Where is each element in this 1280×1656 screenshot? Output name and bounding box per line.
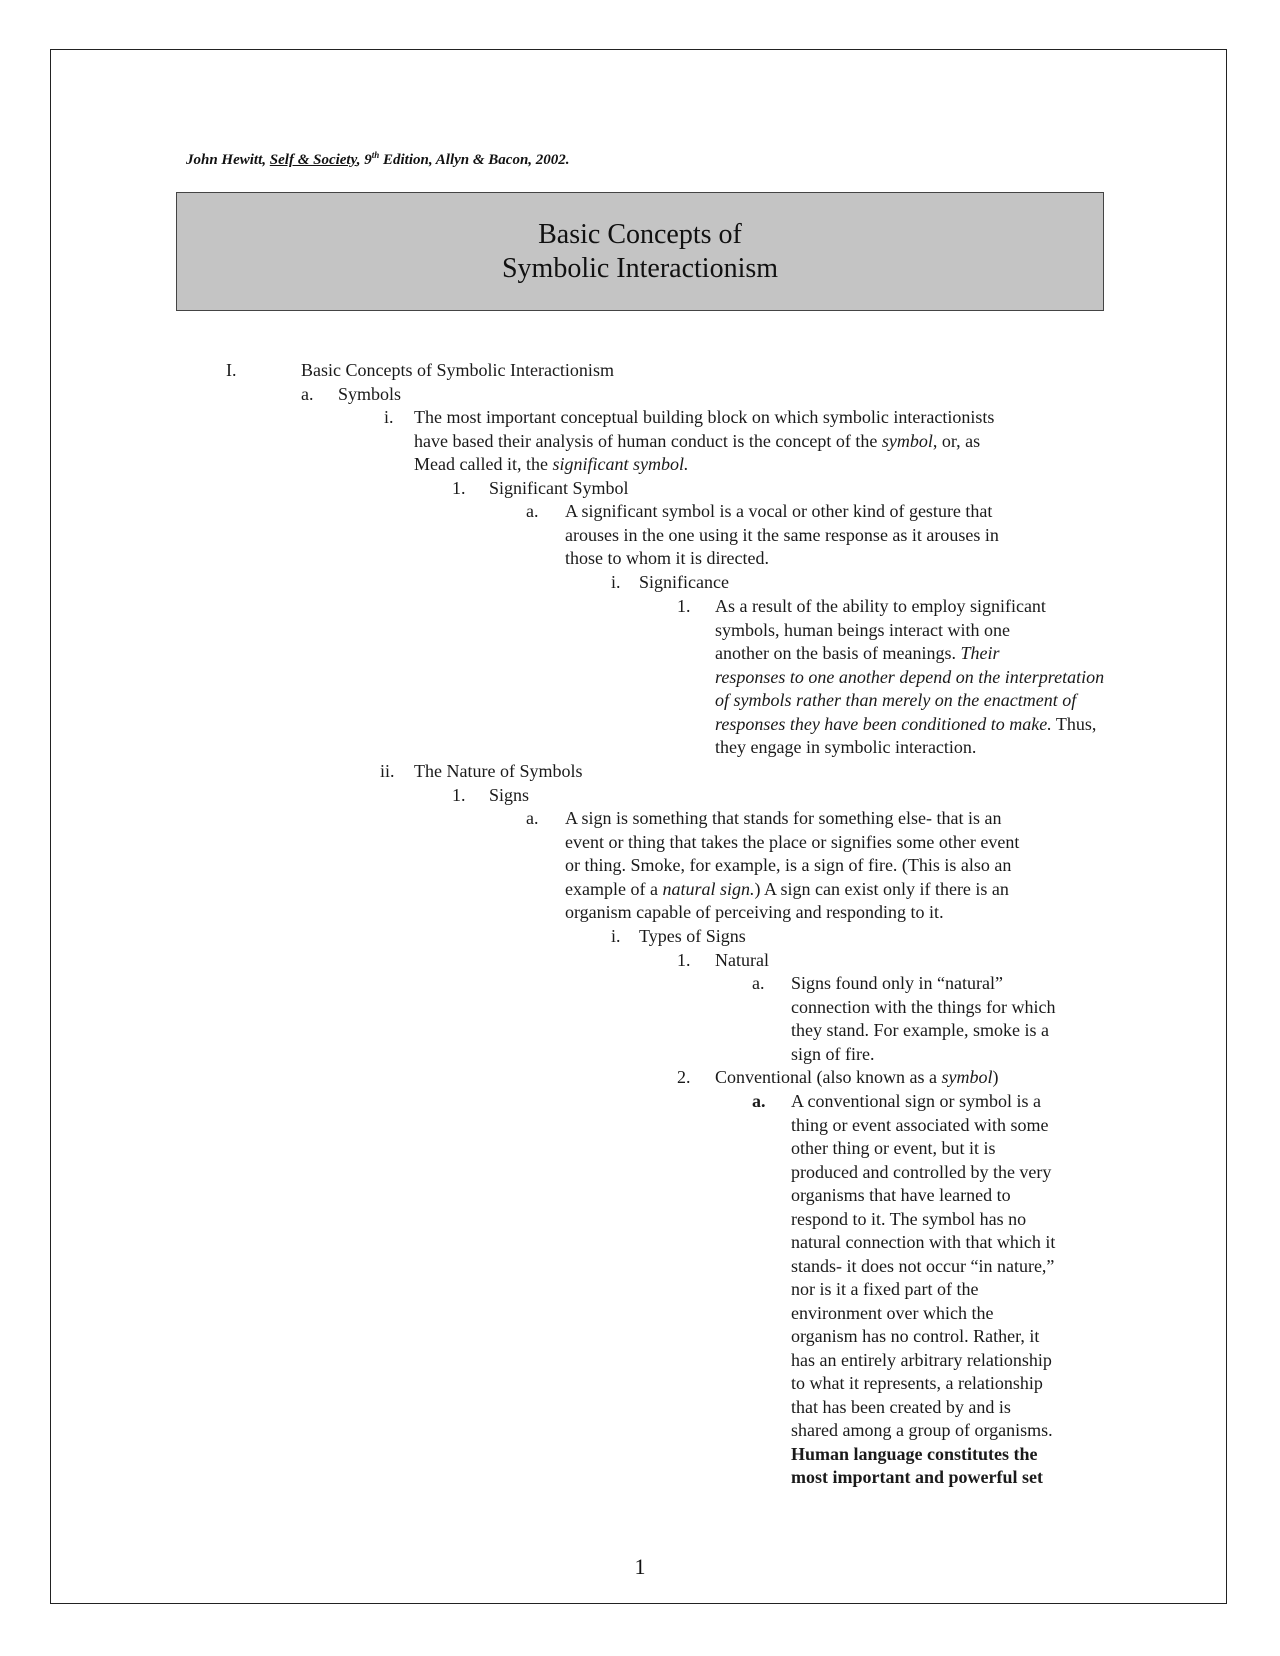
text-line: those to whom it is directed. [565,548,769,568]
page-number: 1 [634,1554,646,1579]
outline-marker-a-signs: a. [526,808,539,828]
paragraph-significant-symbol [565,500,999,571]
text-line [414,430,994,454]
paragraph-natural-signs [791,972,1055,1066]
outline-marker-a-sig: a. [526,501,539,521]
bold-text: most important and powerful set [791,1467,1043,1487]
text-span: Mead called it, the [414,454,553,474]
text-span: Thus, [1051,713,1097,734]
outline-heading-nature-of-symbols: The Nature of Symbols [414,761,583,781]
text-span: example of a [565,878,663,899]
text-line: Signs found only in “natural” [791,973,1003,993]
citation-edition-suffix: th [371,150,380,160]
paragraph-conventional-signs [791,1090,1055,1490]
text-line: nor is it a fixed part of the [791,1279,979,1299]
text-line: connection with the things for which [791,996,1056,1017]
text-line: A conventional sign or symbol is a [791,1091,1041,1111]
text-span: another on the basis of meanings. [715,643,961,663]
text-line: shared among a group of organisms. [791,1420,1053,1440]
text-span: Conventional (also known as a [715,1067,942,1087]
outline-marker-ii: ii. [380,761,395,781]
outline-heading-conventional [715,1066,998,1089]
text-line: arouses in the one using it the same response as it arouses in [565,524,999,545]
text-span: ) [992,1067,999,1087]
emphasis: of symbols rather than merely on the enactment of [715,690,1077,710]
outline-marker-1-significance: 1. [677,596,691,616]
text-line: produced and controlled by the very [791,1161,1052,1182]
text-line: event or thing that takes the place or signifies some other event [565,831,1020,852]
text-line [715,689,1104,713]
text-line: As a result of the ability to employ significant [715,596,1046,616]
paragraph-significance [715,595,1104,760]
citation-edition-number: , 9 [356,152,372,168]
text-line: they engage in symbolic interaction. [715,737,977,757]
outline-marker-2-conventional: 2. [677,1067,691,1087]
outline-marker-1-signs: 1. [452,785,466,805]
text-line [715,642,1104,666]
citation [186,150,570,169]
text-line: organisms that have learned to [791,1185,1011,1205]
text-line [565,878,1019,902]
outline-heading-I: Basic Concepts of Symbolic Interactionism [301,360,614,380]
text-line: A sign is something that stands for something else- that is an [565,808,1002,828]
text-line [791,1466,1055,1490]
text-span: ) A sign can exist only if there is an [754,878,1009,899]
title-line-2: Symbolic Interactionism [501,252,779,284]
outline-heading-types-of-signs: Types of Signs [639,926,746,946]
citation-publisher: Edition, Allyn & Bacon, 2002. [379,152,570,168]
text-line: symbols, human beings interact with one [715,619,1010,640]
citation-author: John Hewitt, [186,152,270,168]
outline-heading-significance: Significance [639,572,729,592]
text-line [414,453,994,477]
emphasis: responses they have been conditioned to make. [715,713,1052,734]
outline-marker-i-types: i. [611,926,621,946]
title-box [176,192,1104,311]
text-line [715,713,1104,737]
text-span: have based their analysis of human conduct is the concept of the [414,430,882,451]
text-line: to what it represents, a relationship [791,1373,1043,1393]
emphasis: Their [960,643,1000,663]
outline-heading-significant-symbol: Significant Symbol [489,478,629,498]
paragraph-signs [565,807,1019,925]
outline-marker-i-significance: i. [611,572,621,592]
text-line [791,1443,1055,1467]
citation-book-title: Self & Society [269,152,357,168]
text-line: A significant symbol is a vocal or other kind of gesture that [565,501,993,521]
outline-marker-a-symbols: a. [301,384,314,404]
text-line: they stand. For example, smoke is a [791,1020,1049,1040]
outline-marker-I: I. [226,360,237,380]
outline-marker-a-conventional: a. [752,1091,766,1111]
outline-marker-a-natural: a. [752,973,765,993]
text-line: organism has no control. Rather, it [791,1326,1040,1346]
emphasis: responses to one another depend on the interpretation [715,666,1105,687]
outline-heading-symbols: Symbols [338,384,402,404]
outline-marker-i-1: i. [384,407,394,427]
text-span: , or, as [932,430,981,451]
text-line: thing or event associated with some [791,1114,1049,1135]
text-line: other thing or event, but it is [791,1138,996,1158]
emphasis: symbol [941,1067,993,1087]
bold-text: Human language constitutes the [791,1443,1038,1464]
text-line: The most important conceptual building block on which symbolic interactionists [414,407,995,427]
text-line: natural connection with that which it [791,1232,1056,1252]
text-line: that has been created by and is [791,1396,1011,1417]
outline-heading-signs: Signs [489,785,530,805]
text-line: sign of fire. [791,1043,875,1064]
text-line: environment over which the [791,1302,994,1323]
text-line: organism capable of perceiving and responding to it. [565,902,944,922]
text-line: has an entirely arbitrary relationship [791,1349,1052,1370]
emphasis: natural sign. [662,878,755,899]
outline-marker-1-significant-symbol: 1. [452,478,466,498]
paragraph-symbol-concept [414,406,994,477]
title-line-1: Basic Concepts of [538,218,742,250]
text-line: stands- it does not occur “in nature,” [791,1255,1055,1276]
text-line: or thing. Smoke, for example, is a sign of fire. (This is also an [565,855,1012,875]
emphasis: significant symbol. [552,454,689,474]
outline-marker-1-natural: 1. [677,950,691,970]
emphasis: symbol [881,430,933,451]
text-line: respond to it. The symbol has no [791,1208,1027,1229]
text-line [715,666,1104,690]
outline-heading-natural: Natural [715,950,769,970]
